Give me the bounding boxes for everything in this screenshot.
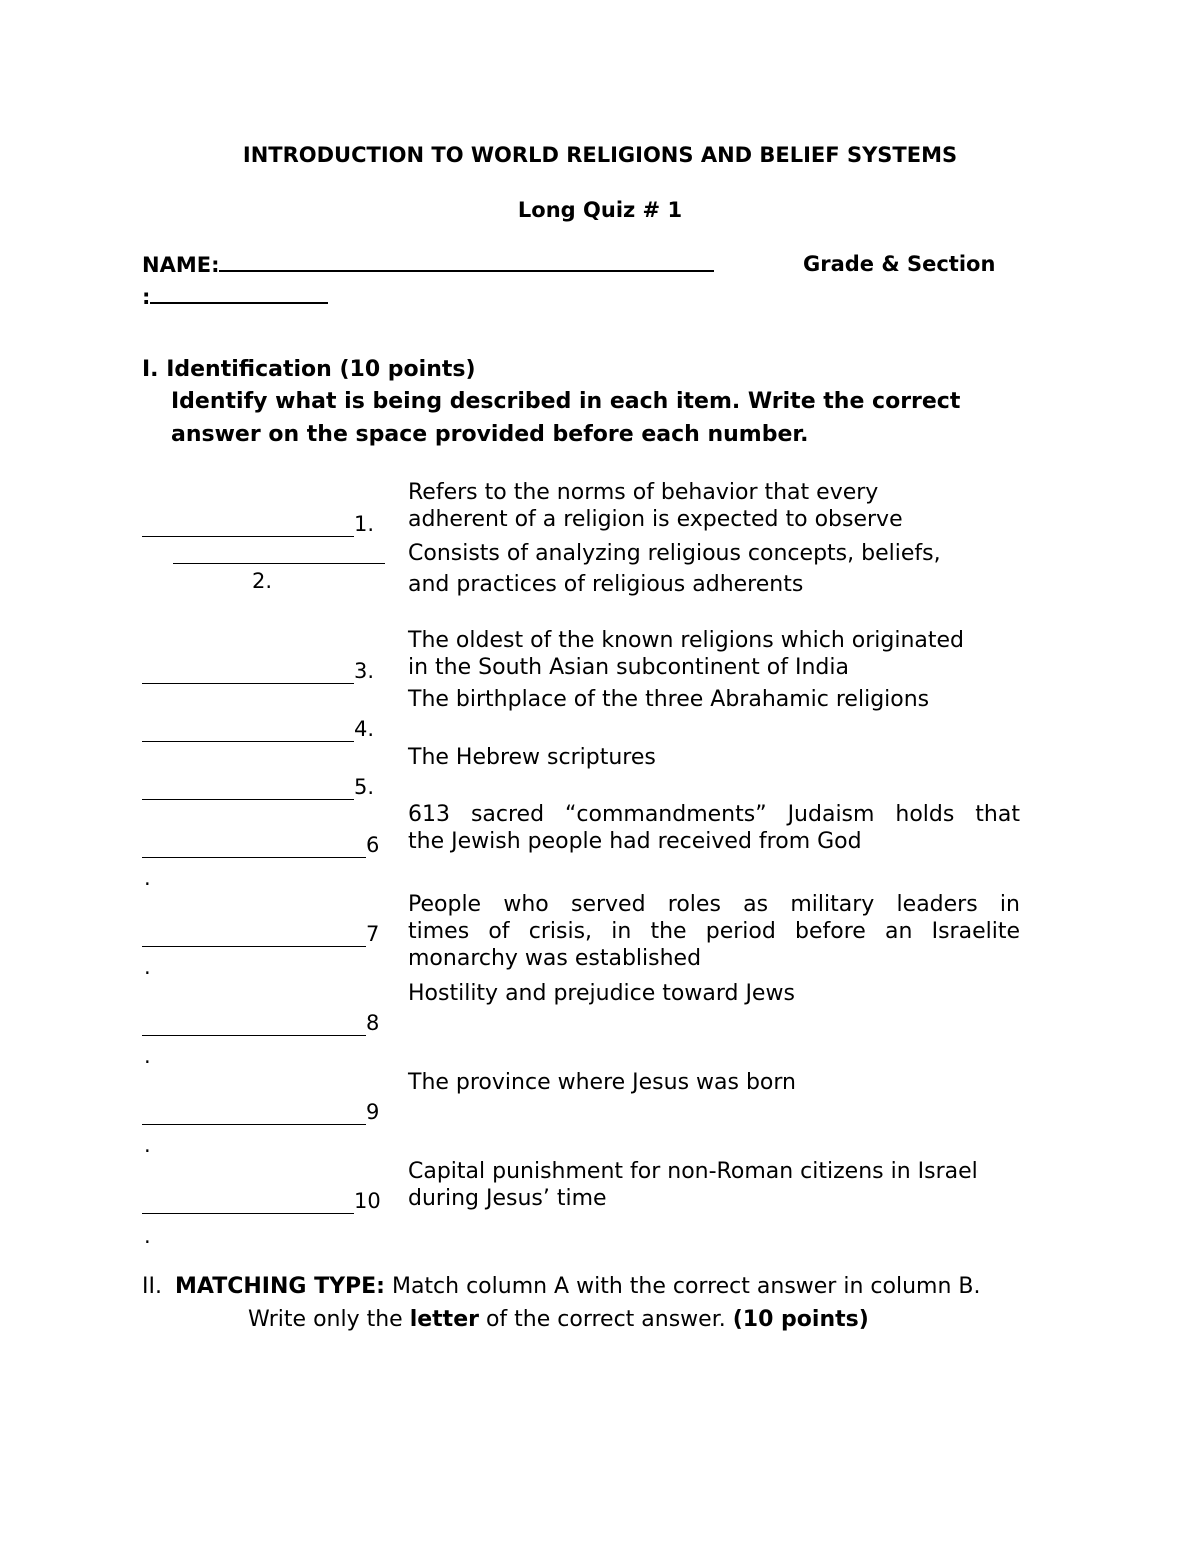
section-2-heading — [142, 1274, 980, 1299]
section-1-instruction-2: answer on the space provided before each number. — [171, 422, 809, 447]
answer-blank-2[interactable] — [173, 563, 385, 564]
answer-blank-5[interactable] — [142, 799, 354, 800]
name-label: NAME: — [142, 253, 220, 277]
item-period-10: . — [144, 1224, 151, 1248]
item-description-5: The Hebrew scriptures — [408, 745, 656, 770]
answer-blank-8[interactable] — [142, 1035, 366, 1036]
answer-blank-1[interactable] — [142, 536, 354, 537]
grade-section-label: Grade & Section — [803, 252, 996, 276]
item-period-8: . — [144, 1044, 151, 1068]
item-description-6: 613 sacred “commandments” Judaism holds that — [408, 802, 1020, 827]
item-description-7-cont: monarchy was established — [408, 946, 702, 971]
section-2-label: MATCHING TYPE: — [174, 1274, 385, 1299]
answer-blank-4[interactable] — [142, 741, 354, 742]
item-number-5: 5. — [354, 775, 375, 799]
item-number-3: 3. — [354, 659, 375, 683]
item-number-8: 8 — [366, 1011, 380, 1035]
section-1-heading: I. Identification (10 points) — [142, 357, 476, 382]
item-description-2: Consists of analyzing religious concepts, beliefs, and practices of religious adherents — [408, 541, 941, 597]
answer-blank-6[interactable] — [142, 857, 366, 858]
name-blank[interactable] — [219, 252, 714, 272]
item-description-6-cont: the Jewish people had received from God — [408, 829, 862, 854]
section-2-instruction: Write only the letter of the correct answer. (10 points) — [248, 1307, 869, 1332]
item-description-8: Hostility and prejudice toward Jews — [408, 981, 795, 1006]
item-period-9: . — [144, 1133, 151, 1157]
item-description-9: The province where Jesus was born — [408, 1070, 796, 1095]
item-description-3: The oldest of the known religions which originated in the South Asian subcontinent of India — [408, 628, 965, 680]
item-period-7: . — [144, 955, 151, 979]
item-number-9: 9 — [366, 1100, 380, 1124]
page-title: INTRODUCTION TO WORLD RELIGIONS AND BELIEF SYSTEMS — [242, 143, 958, 167]
grade-section-blank[interactable] — [150, 284, 328, 304]
item-period-6: . — [144, 866, 151, 890]
section-2-text: Match column A with the correct answer in column B. — [384, 1274, 981, 1299]
quiz-subtitle: Long Quiz # 1 — [517, 198, 683, 222]
answer-blank-10[interactable] — [142, 1213, 354, 1214]
item-description-1: Refers to the norms of behavior that every adherent of a religion is expected to observe — [408, 480, 903, 532]
item-number-7: 7 — [366, 922, 380, 946]
item-number-1: 1. — [354, 512, 375, 536]
item-number-6: 6 — [366, 833, 380, 857]
section-2-roman: II. — [142, 1274, 162, 1299]
item-description-10: Capital punishment for non-Roman citizens in Israel during Jesus’ time — [408, 1159, 978, 1211]
grade-colon: : — [142, 285, 151, 309]
name-field — [142, 252, 714, 277]
answer-blank-3[interactable] — [142, 683, 354, 684]
answer-blank-7[interactable] — [142, 946, 366, 947]
item-number-4: 4. — [354, 717, 375, 741]
answer-blank-9[interactable] — [142, 1124, 366, 1125]
item-description-7: People who served roles as military leaders in times of crisis, in the period before an Israelite — [408, 892, 1020, 944]
item-number-10: 10 — [354, 1189, 381, 1213]
section-1-instruction-1: Identify what is being described in each item. Write the correct — [171, 389, 961, 414]
grade-section-field — [142, 284, 328, 309]
item-description-4: The birthplace of the three Abrahamic religions — [408, 687, 930, 712]
item-number-2: 2. — [252, 569, 273, 593]
